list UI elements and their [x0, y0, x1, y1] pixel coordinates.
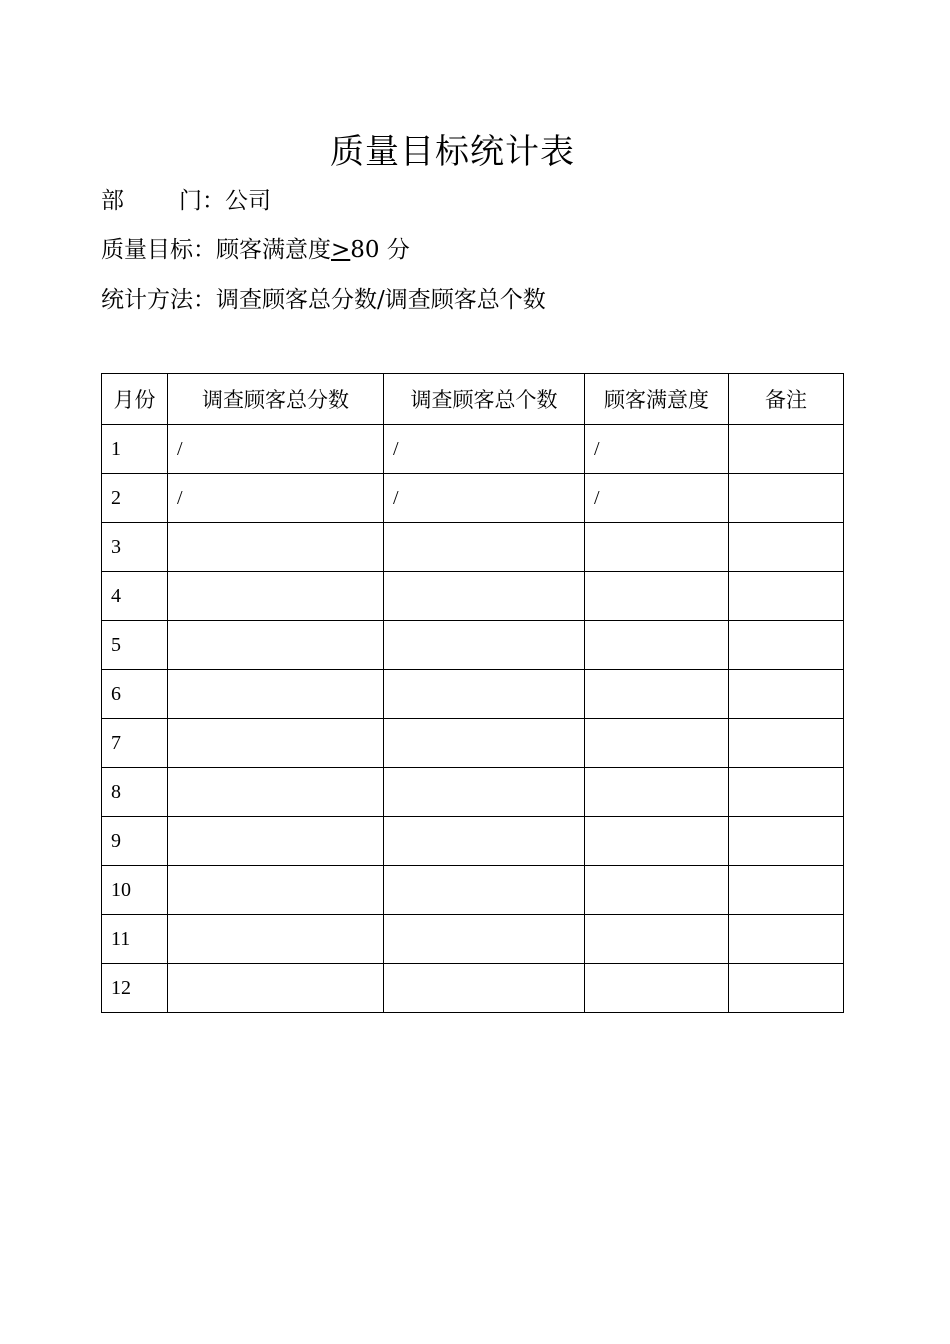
table-row [102, 572, 844, 621]
remarks-cell [729, 621, 844, 670]
satisfaction-cell [585, 866, 729, 915]
remarks-cell [729, 474, 844, 523]
remarks-cell [729, 719, 844, 768]
month-cell: 6 [102, 670, 168, 719]
total-score-cell: / [168, 425, 384, 474]
table-row [102, 670, 844, 719]
total-score-cell [168, 670, 384, 719]
month-cell: 11 [102, 915, 168, 964]
total-count-cell [384, 670, 585, 719]
header-month: 月份 [102, 374, 168, 425]
month-cell: 5 [102, 621, 168, 670]
month-cell: 2 [102, 474, 168, 523]
month-cell: 1 [102, 425, 168, 474]
total-score-cell [168, 866, 384, 915]
total-score-cell [168, 768, 384, 817]
table-body [102, 425, 844, 1013]
remarks-cell [729, 817, 844, 866]
total-score-cell [168, 964, 384, 1013]
month-cell: 8 [102, 768, 168, 817]
remarks-cell [729, 425, 844, 474]
satisfaction-cell [585, 964, 729, 1013]
month-cell: 10 [102, 866, 168, 915]
table-row [102, 817, 844, 866]
department-value: 公司 [225, 188, 271, 214]
remarks-cell [729, 523, 844, 572]
header-satisfaction: 顾客满意度 [585, 374, 729, 425]
total-count-cell [384, 964, 585, 1013]
table-row [102, 768, 844, 817]
satisfaction-cell: / [585, 425, 729, 474]
table-row [102, 425, 844, 474]
total-count-cell [384, 866, 585, 915]
department-label-part2: 门： [179, 188, 225, 214]
total-count-cell [384, 768, 585, 817]
total-score-cell [168, 621, 384, 670]
table-row [102, 964, 844, 1013]
remarks-cell [729, 915, 844, 964]
satisfaction-cell [585, 621, 729, 670]
table-header-row [102, 374, 844, 425]
table-row [102, 621, 844, 670]
month-cell: 3 [102, 523, 168, 572]
statistics-table [101, 373, 844, 1013]
quality-goal-label: 质量目标： [101, 237, 216, 263]
table-row [102, 474, 844, 523]
satisfaction-cell [585, 670, 729, 719]
total-count-cell: / [384, 474, 585, 523]
remarks-cell [729, 866, 844, 915]
quality-goal-line [101, 235, 410, 265]
remarks-cell [729, 670, 844, 719]
month-cell: 7 [102, 719, 168, 768]
total-score-cell [168, 523, 384, 572]
satisfaction-cell [585, 817, 729, 866]
header-remarks: 备注 [729, 374, 844, 425]
total-count-cell [384, 523, 585, 572]
month-cell: 12 [102, 964, 168, 1013]
month-cell: 4 [102, 572, 168, 621]
satisfaction-cell: / [585, 474, 729, 523]
remarks-cell [729, 768, 844, 817]
table-row [102, 719, 844, 768]
quality-goal-prefix: 顾客满意度 [216, 237, 331, 263]
total-score-cell: / [168, 474, 384, 523]
department-line [101, 186, 271, 216]
method-value: 调查顾客总分数/调查顾客总个数 [216, 287, 546, 313]
satisfaction-cell [585, 915, 729, 964]
total-score-cell [168, 572, 384, 621]
method-line [101, 285, 546, 315]
total-score-cell [168, 915, 384, 964]
total-count-cell [384, 817, 585, 866]
header-total-count: 调查顾客总个数 [384, 374, 585, 425]
satisfaction-cell [585, 719, 729, 768]
satisfaction-cell [585, 768, 729, 817]
remarks-cell [729, 964, 844, 1013]
total-count-cell [384, 915, 585, 964]
month-cell: 9 [102, 817, 168, 866]
table-row [102, 866, 844, 915]
total-count-cell [384, 719, 585, 768]
remarks-cell [729, 572, 844, 621]
table-row [102, 915, 844, 964]
satisfaction-cell [585, 572, 729, 621]
total-count-cell [384, 572, 585, 621]
total-score-cell [168, 817, 384, 866]
department-label-part1: 部 [101, 188, 124, 214]
page-title: 质量目标统计表 [330, 132, 575, 172]
quality-goal-comparator: > [331, 237, 351, 263]
table-row [102, 523, 844, 572]
total-score-cell [168, 719, 384, 768]
total-count-cell [384, 621, 585, 670]
quality-goal-number: 80 [350, 237, 380, 263]
header-total-score: 调查顾客总分数 [168, 374, 384, 425]
department-label [101, 186, 225, 216]
method-label: 统计方法： [101, 287, 216, 313]
quality-goal-unit: 分 [379, 237, 410, 263]
satisfaction-cell [585, 523, 729, 572]
total-count-cell: / [384, 425, 585, 474]
